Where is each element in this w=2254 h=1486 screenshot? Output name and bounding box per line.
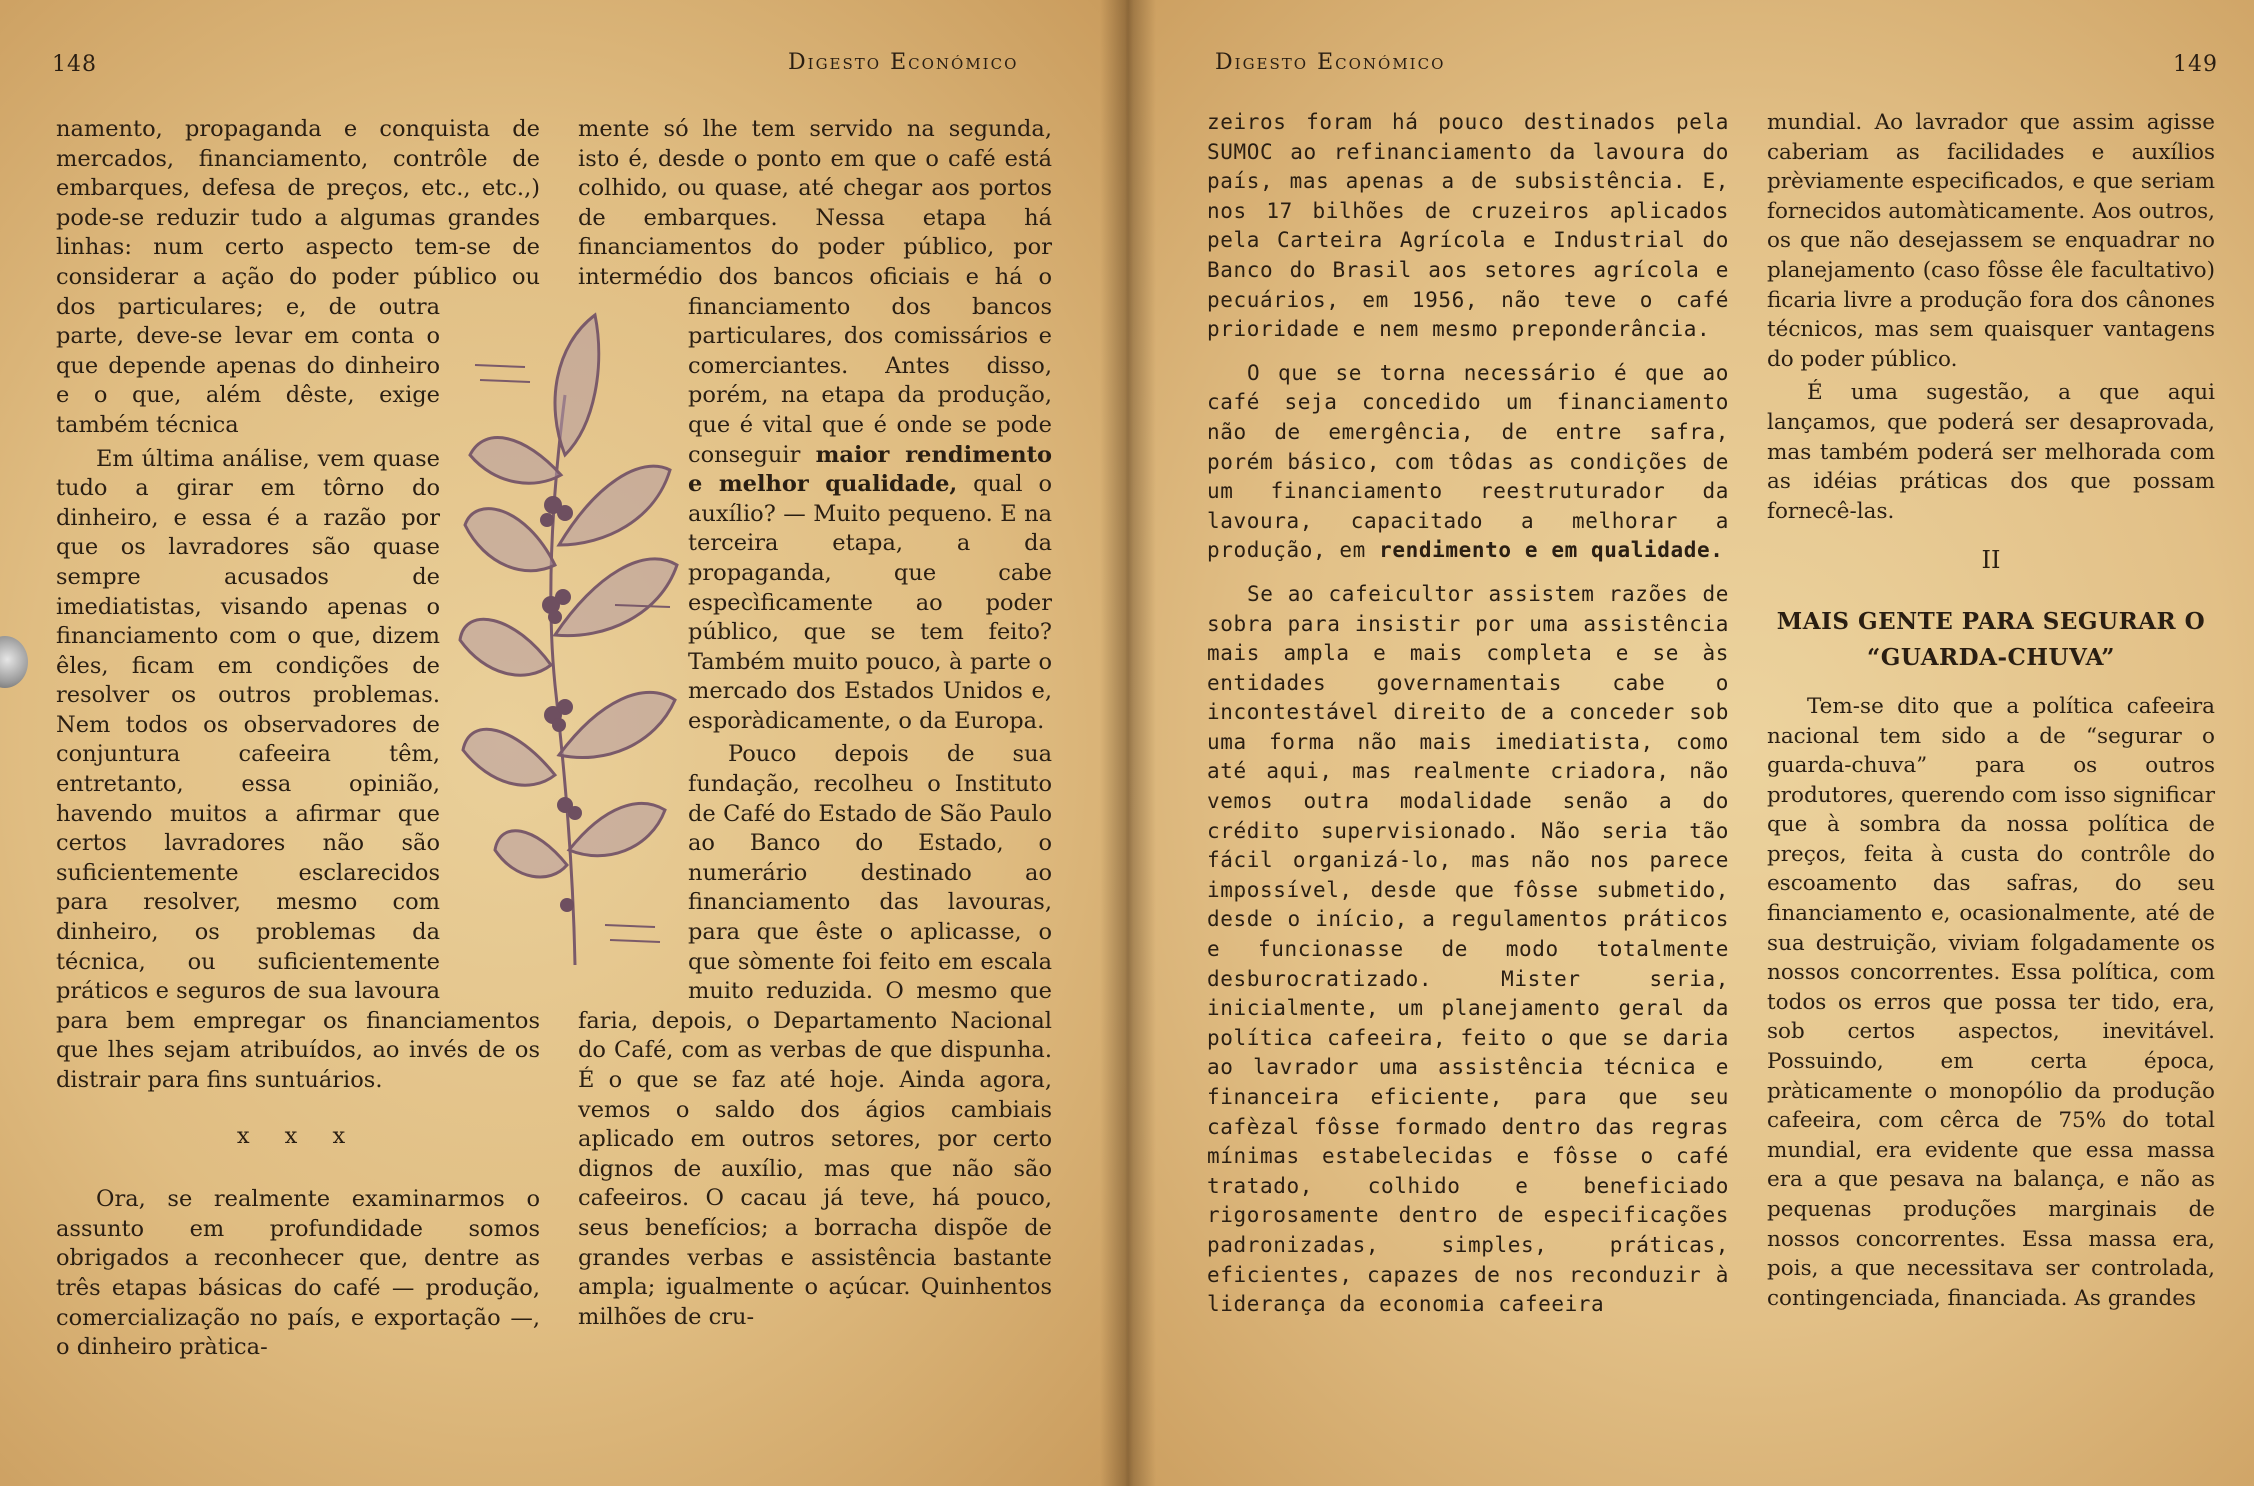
- page-number: 149: [2173, 52, 2218, 77]
- coffee-branch-illustration: [455, 305, 685, 985]
- section-number: II: [1981, 546, 2001, 575]
- paragraph: Tem-se dito que a política cafeeira nacional tem sido a de “segurar o guarda-chuva” para os outros produtores, querendo com isso significar que à sombra da nossa política de preços, feita à custa do contrôle do escoamento das safras, do seu financiamento e, ocasionalmente, até de sua destruição, viviam folgadamente os nossos concorrentes. Essa política, com todos os erros que possa ter tido, era, sob certos aspectos, inevitável. Possuindo, em certa época, pràticamente o monopólio da produção cafeeira, com cêrca de 75% do total mundial, era evidente que essa massa era a que pesava na balança, e não as pequenas produções marginais de nossos concorrentes. Essa massa era, pois, a que necessitava ser controlada, contingenciada, financiada. As grandes: [1767, 693, 2215, 1311]
- paragraph: Se ao cafeicultor assistem razões de sobra para insistir por uma assistência mais ampla e mais completa e se às entidades governamentais cabe o incontestável direito de a conceder sob uma forma não mais imediatista, como até aqui, mas realmente criadora, não vemos outra modalidade senão a do crédito supervisionado. Não seria tão fácil organizá-lo, mas não nos parece impossível, desde que fôsse submetido, desde o início, a regulamentos práticos e funcionasse de modo totalmente desburocratizado. Mister seria, inicialmente, um planejamento geral da política cafeeira, feito o que se daria ao lavrador uma assistência técnica e financeira eficiente, para que seu cafèzal fôsse formado dentro das regras mínimas estabelecidas e fôsse o café tratado, colhido e beneficiado rigorosamente dentro de especificações padronizadas, simples, práticas, eficientes, capazes de nos reconduzir à liderança da economia cafeeira: [1207, 581, 1729, 1317]
- paragraph: Em última análise, vem quase tudo a girar em tôrno do dinheiro, e essa é a razão por que os lavradores são quase sempre acusados de imediatistas, visando apenas o financiamento com o que, dizem êles, ficam em condições de resolver os outros problemas. Nem todos os observadores de conjuntura cafeeira têm, entretanto, essa opinião, havendo muitos a afirmar que certos lavradores não são suficientemente esclarecidos para resolver, mesmo com dinheiro, os problemas da técnica, ou suficientemente práticos e seguros de sua lavoura para bem empregar os financiamentos que lhes sejam atribuídos, ao invés de os distrair para fins suntuários.: [56, 445, 540, 1093]
- metal-clip: [0, 636, 28, 688]
- paragraph: mente só lhe tem servido na segunda, isto é, desde o ponto em que o café está colhido, ou quase, até chegar aos portos de embarques. Nessa etapa há financiamentos do poder público, por intermédio dos bancos oficiais e há o financiamento dos bancos particulares, dos comissários e comerciantes. Antes disso, porém, na etapa da produção, que é vital que é onde se pode conseguir maior rendimento e melhor qualidade, qual o auxílio? — Muito pequeno. E na terceira etapa, a da propaganda, que cabe especìficamente ao poder público, que se tem feito? Também muito pouco, à parte o mercado dos Estados Unidos e, esporàdicamente, o da Europa.: [578, 116, 1052, 734]
- right-page: [1127, 0, 2254, 1486]
- paragraph: É uma sugestão, a que aqui lançamos, que poderá ser desaprovada, mas também poderá ser melhorada com as idéias práticas dos que possam fornecê-las.: [1767, 380, 2215, 524]
- section-separator: x x x: [236, 1122, 360, 1149]
- running-head: Digesto Económico: [1215, 50, 1446, 75]
- paragraph: namento, propaganda e conquista de mercados, financiamento, contrôle de embarques, defesa de preços, etc., etc.,) pode-se reduzir tudo a algumas grandes linhas: num certo aspecto tem-se de considerar a ação do poder público ou dos particulares; e, de outra parte, deve-se levar em conta o que depende apenas do dinheiro e o que, além dêste, exige também técnica: [56, 116, 540, 438]
- page-number: 148: [52, 52, 97, 77]
- paragraph: O que se torna necessário é que ao café seja concedido um financiamento não de emergência, de entre safra, porém básico, com tôdas as condições de um financiamento reestruturador da lavoura, capacitado a melhorar a produção, em rendimento e em qualidade.: [1207, 360, 1729, 563]
- section-title: MAIS GENTE PARA SEGURAR O “GUARDA-CHUVA”: [1776, 607, 2206, 671]
- paragraph: Pouco depois de sua fundação, recolheu o Instituto de Café do Estado de São Paulo ao Banco do Estado, o numerário destinado ao financiamento das lavouras, para que êste o aplicasse, o que sòmente foi feito em escala muito reduzida. O mesmo que faria, depois, o Departamento Nacional do Café, com as verbas de que dispunha. É o que se faz até hoje. Ainda agora, vemos o saldo dos ágios cambiais aplicado em outros setores, por certo dignos de auxílio, mas que não são cafeeiros. O cacau já teve, há pouco, seus benefícios; a borracha dispõe de grandes verbas e assistência bastante ampla; igualmente o açúcar. Quinhentos milhões de cru-: [578, 741, 1052, 1330]
- right-column-1: [1207, 108, 1729, 1320]
- right-column-2: [1767, 108, 2215, 1313]
- paragraph: zeiros foram há pouco destinados pela SUMOC ao refinanciamento da lavoura do país, mas apenas a de subsistência. E, nos 17 bilhões de cruzeiros aplicados pela Carteira Agrícola e Industrial do Banco do Brasil aos setores agrícola e pecuários, em 1956, não teve o café prioridade e nem mesmo preponderância.: [1207, 110, 1729, 342]
- running-head: Digesto Económico: [788, 50, 1019, 75]
- paragraph: Ora, se realmente examinarmos o assunto em profundidade somos obrigados a reconhecer que, dentre as três etapas básicas do café — produção, comercialização no país, e exportação —, o dinheiro pràtica-: [56, 1186, 540, 1361]
- paragraph: mundial. Ao lavrador que assim agisse caberiam as facilidades e auxílios prèviamente especificados, e que seriam fornecidos automàticamente. Aos outros, os que não desejassem se enquadrar no planejamento (caso fôsse êle facultativo) ficaria livre a produção fora dos cânones técnicos, mas sem quaisquer vantagens do poder público.: [1767, 110, 2215, 372]
